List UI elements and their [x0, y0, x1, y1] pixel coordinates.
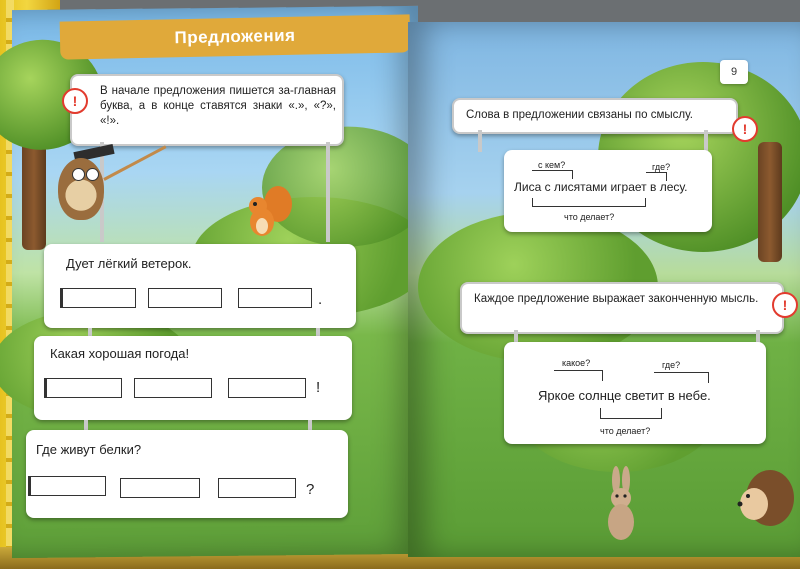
word-box[interactable] [228, 378, 306, 398]
end-mark: ? [306, 481, 315, 498]
example-sentence: Яркое солнце светит в небе. [538, 388, 711, 403]
question-label: что делает? [600, 426, 651, 436]
word-box[interactable] [120, 478, 200, 498]
exercise-card [34, 336, 352, 420]
end-mark: . [318, 291, 323, 308]
exercise-sentence: Дует лёгкий ветерок. [66, 256, 192, 271]
question-label: что делает? [564, 212, 615, 222]
rule-text: В начале предложения пишется за-главная буква, а в конце ставятся знаки «.», «?», «!». [100, 85, 336, 127]
exclamation-icon: ! [62, 88, 88, 114]
question-label: с кем? [538, 160, 566, 170]
rule-text: Каждое предложение выражает законченную мысль. [474, 293, 759, 305]
page-title: Предложения [174, 25, 296, 48]
exercise-card [26, 430, 348, 518]
end-mark: ! [316, 379, 321, 396]
question-label: где? [662, 360, 681, 370]
squirrel-illustration [244, 184, 294, 244]
rule-text: Слова в предложении связаны по смыслу. [466, 109, 693, 121]
exclamation-icon: ! [772, 292, 798, 318]
exercise-sentence: Где живут белки? [36, 442, 142, 457]
word-box[interactable] [44, 378, 122, 398]
example-card [504, 150, 712, 232]
word-box[interactable] [218, 478, 296, 498]
word-box[interactable] [134, 378, 212, 398]
rule-card [452, 98, 738, 134]
bunny-illustration [604, 466, 638, 542]
example-card [504, 342, 766, 444]
word-box[interactable] [28, 476, 106, 496]
title-banner [60, 14, 411, 59]
hedgehog-illustration [734, 460, 794, 530]
word-box[interactable] [60, 288, 136, 308]
word-box[interactable] [238, 288, 312, 308]
exclamation-icon: ! [732, 116, 758, 142]
rule-card [460, 282, 784, 334]
page-number: 9 [720, 60, 748, 84]
question-label: где? [652, 162, 671, 172]
exercise-sentence: Какая хорошая погода! [50, 346, 190, 361]
word-box[interactable] [148, 288, 222, 308]
exercise-card [44, 244, 356, 328]
question-label: какое? [562, 358, 591, 368]
example-sentence: Лиса с лисятами играет в лесу. [514, 180, 688, 194]
rule-card [70, 74, 344, 146]
